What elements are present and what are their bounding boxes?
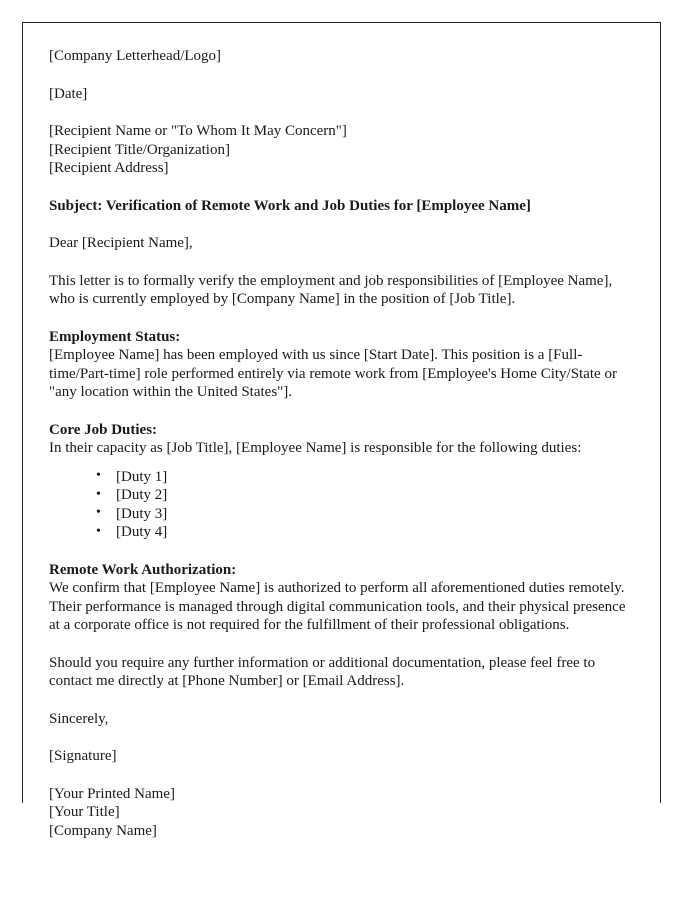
employment-status-heading: Employment Status: (49, 328, 181, 345)
remote-work-authorization-heading: Remote Work Authorization: (49, 561, 237, 578)
recipient-address: [Recipient Address] (49, 160, 169, 176)
salutation: Dear [Recipient Name], (49, 235, 193, 251)
signer-printed-name: [Your Printed Name] (49, 785, 175, 802)
closing-paragraph: Should you require any further information or additional documentation, please feel free to contact me directly at [Phone Number] or [Email Address]. (49, 654, 596, 689)
list-item: • [Duty 1] (96, 468, 636, 487)
intro-paragraph: This letter is to formally verify the employment and job responsibilities of [Employee Name], who is currently employed by [Company Name] in the position of [Job Title]. (49, 272, 613, 307)
signature-placeholder: [Signature] (49, 748, 117, 764)
letter-date: [Date] (49, 85, 88, 102)
core-job-duties-body: In their capacity as [Job Title], [Employee Name] is responsible for the following duties: (49, 440, 582, 456)
core-job-duties-heading: Core Job Duties: (49, 421, 158, 438)
list-item: • [Duty 3] (96, 505, 636, 524)
subject-line: Subject: Verification of Remote Work and Job Duties for [Employee Name] (49, 197, 531, 214)
signer-company: [Company Name] (49, 822, 157, 839)
list-item: • [Duty 2] (96, 486, 636, 505)
list-item: • [Duty 4] (96, 523, 636, 542)
letter-content (49, 47, 636, 840)
company-letterhead: [Company Letterhead/Logo] (49, 48, 222, 64)
recipient-name: [Recipient Name or "To Whom It May Concern"] (49, 123, 347, 139)
remote-work-authorization-body: We confirm that [Employee Name] is authorized to perform all aforementioned duties remotely. Their performance is managed through digital communication tools, and their physical presence at a corporate office is not required for the fulfillment of their professional obligations. (49, 580, 626, 633)
duties-list (49, 468, 636, 542)
recipient-address-block (49, 122, 636, 178)
employment-status-body: [Employee Name] has been employed with us since [Start Date]. This position is a [Full-time/Part-time] role performed entirely via remote work from [Employee's Home City/State or "any location within the United States"]. (49, 347, 617, 400)
document-page (22, 22, 661, 839)
signer-title: [Your Title] (49, 804, 120, 820)
recipient-title: [Recipient Title/Organization] (49, 141, 230, 158)
sign-off: Sincerely, (49, 710, 109, 727)
signer-block (49, 785, 636, 841)
